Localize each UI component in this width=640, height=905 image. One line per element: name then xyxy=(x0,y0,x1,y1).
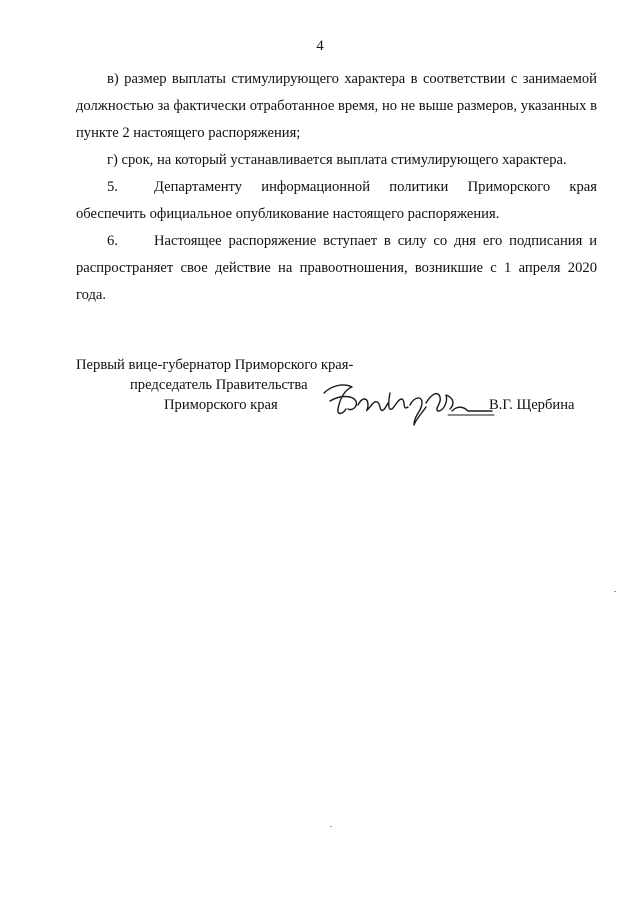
document-body xyxy=(76,66,597,309)
handwritten-signature xyxy=(318,375,498,431)
paragraph-text: в) размер выплаты стимулирующего характера в соответствии с занимаемой должностью за фактически отработанное время, но не выше размеров, указанных в пункте 2 настоящего распоряжения; xyxy=(76,71,597,141)
paragraph-text: Департаменту информационной политики Приморского края обеспечить официальное опубликование настоящего распоряжения. xyxy=(76,179,597,222)
scan-speck xyxy=(330,826,332,827)
signatory-title-line-2: председатель Правительства xyxy=(130,377,308,393)
signatory-title-line-3: Приморского края xyxy=(164,397,278,413)
page-number: 4 xyxy=(316,38,324,54)
scan-speck xyxy=(614,591,616,592)
paragraph-point-5 xyxy=(76,174,597,228)
signatory-title-line-1: Первый вице-губернатор Приморского края- xyxy=(76,357,354,373)
signature-block xyxy=(76,355,597,435)
paragraph-number: 6. xyxy=(107,233,118,249)
paragraph-item-g xyxy=(76,147,597,174)
paragraph-point-6 xyxy=(76,228,597,309)
signatory-name: В.Г. Щербина xyxy=(489,397,575,413)
paragraph-item-v xyxy=(76,66,597,147)
paragraph-number: 5. xyxy=(107,179,118,195)
paragraph-text: Настоящее распоряжение вступает в силу со дня его подписания и распространяет свое действие на правоотношения, возникшие с 1 апреля 2020 года. xyxy=(76,233,597,303)
paragraph-text: г) срок, на который устанавливается выплата стимулирующего характера. xyxy=(107,152,567,168)
